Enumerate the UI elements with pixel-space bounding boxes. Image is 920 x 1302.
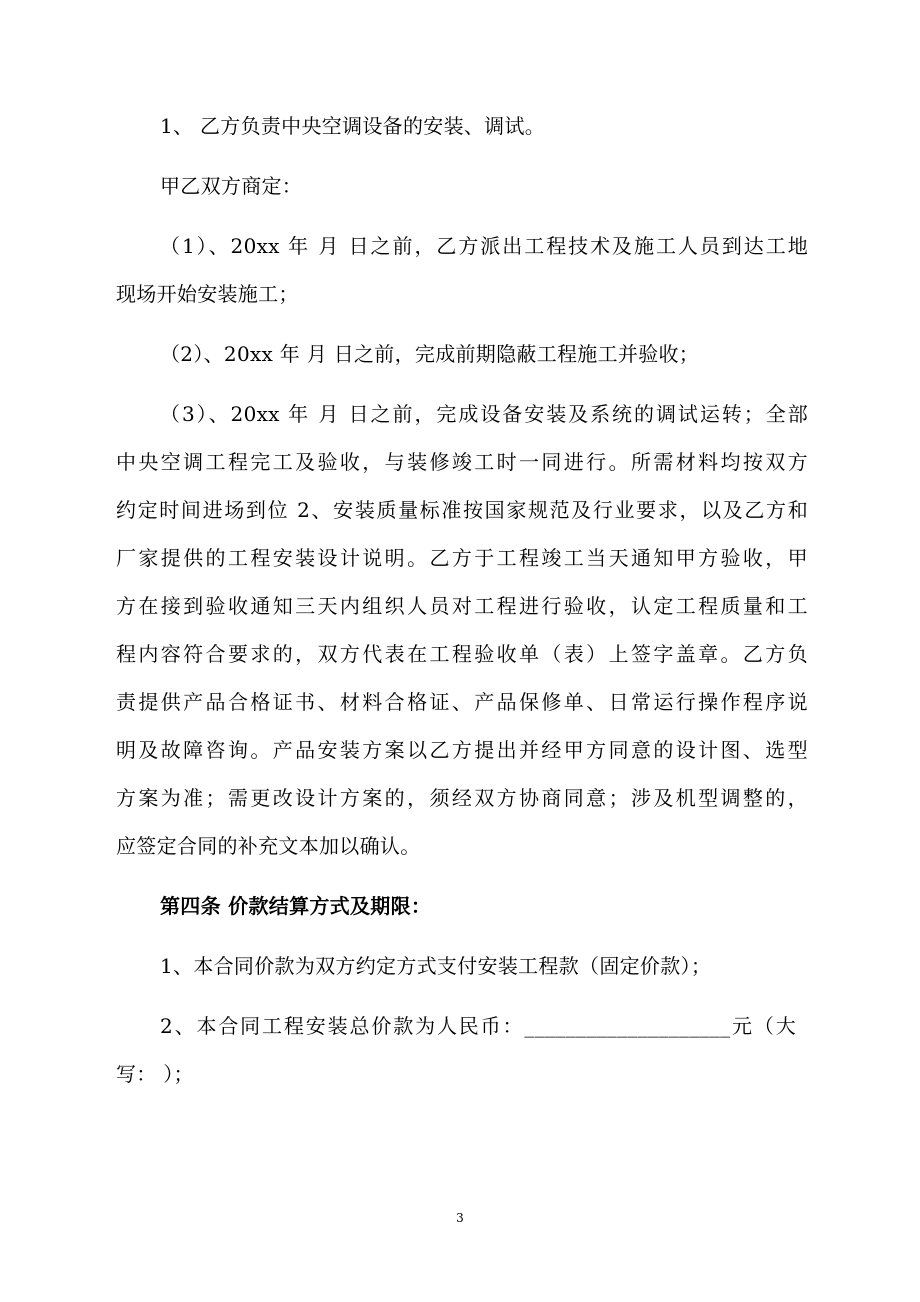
paragraph-line: （2）、20xx 年 月 日之前，完成前期隐蔽工程施工并验收； (160, 342, 700, 366)
paragraph-line: （3）、20xx 年 月 日之前，完成设备安装及系统的调试运转；全部 (160, 402, 808, 426)
paragraph-line: 程内容符合要求的，双方代表在工程验收单（表）上签字盖章。乙方负 (116, 642, 808, 666)
paragraph-line: 1、 乙方负责中央空调设备的安装、调试。 (160, 114, 546, 138)
paragraph-line: 责提供产品合格证书、材料合格证、产品保修单、日常运行操作程序说 (116, 690, 808, 714)
paragraph-line: 甲乙双方商定： (160, 174, 303, 198)
paragraph-line: 明及故障咨询。产品安装方案以乙方提出并经甲方同意的设计图、选型 (116, 738, 808, 762)
paragraph-line: （1）、20xx 年 月 日之前，乙方派出工程技术及施工人员到达工地 (160, 234, 808, 258)
paragraph-line: 1、本合同价款为双方约定方式支付安装工程款（固定价款）； (160, 954, 712, 978)
paragraph-line: 应签定合同的补充文本加以确认。 (116, 834, 421, 858)
paragraph-line: 方案为准；需更改设计方案的，须经双方协商同意；涉及机型调整的， (116, 786, 808, 810)
paragraph-line: 约定时间进场到位 2、安装质量标准按国家规范及行业要求，以及乙方和 (116, 498, 808, 522)
page-number: 3 (456, 1211, 464, 1225)
paragraph-line: 2、本合同工程安装总价款为人民币：____________________元（大 (160, 1014, 796, 1038)
paragraph-line: 写： ）； (116, 1062, 194, 1086)
paragraph-line: 方在接到验收通知三天内组织人员对工程进行验收，认定工程质量和工 (116, 594, 808, 618)
paragraph-line: 厂家提供的工程安装设计说明。乙方于工程竣工当天通知甲方验收，甲 (116, 546, 808, 570)
paragraph-line: 中央空调工程完工及验收，与装修竣工时一同进行。所需材料均按双方 (116, 450, 808, 474)
paragraph-line: 现场开始安装施工； (116, 282, 299, 306)
section-heading: 第四条 价款结算方式及期限： (160, 894, 432, 918)
